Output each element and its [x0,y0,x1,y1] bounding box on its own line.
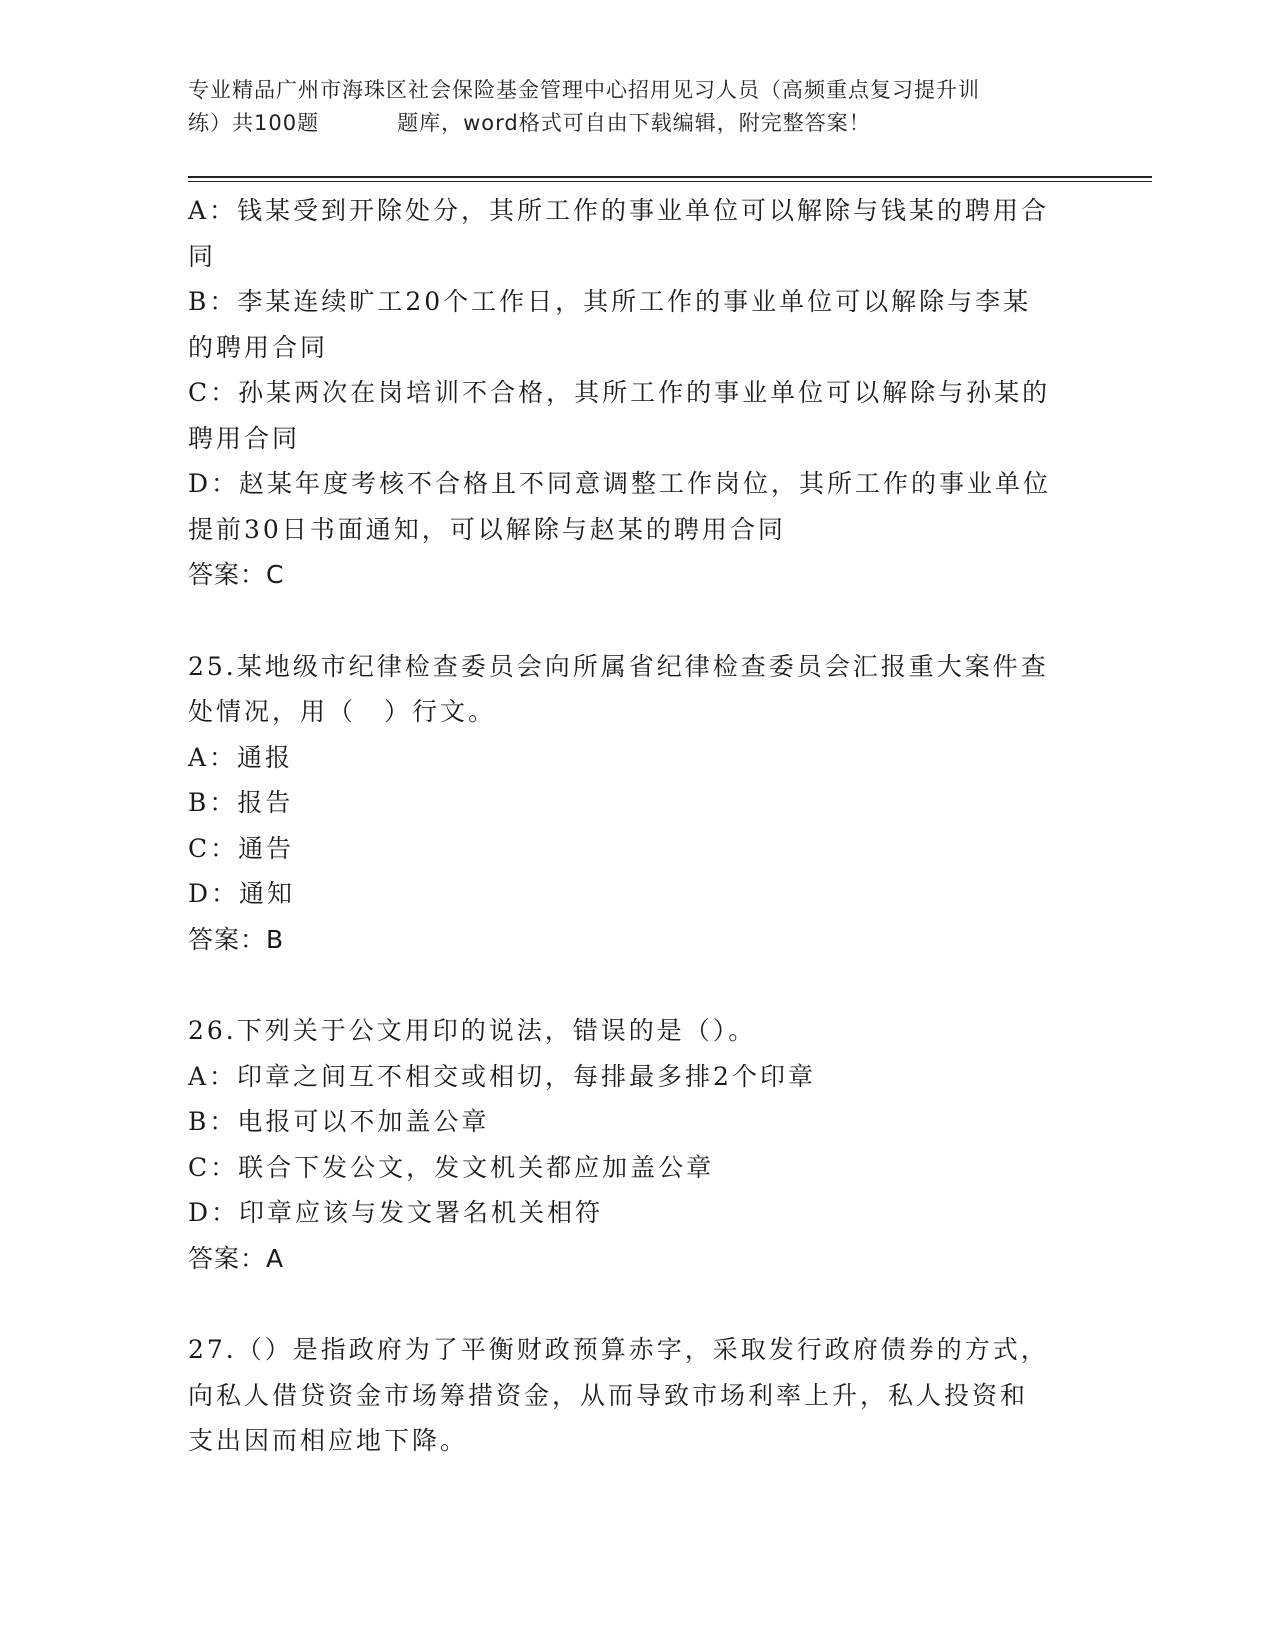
q25-answer: 答案：B [188,924,285,954]
question-26-block [188,1008,1088,1281]
q26-option-a: A：印章之间互不相交或相切，每排最多排2个印章 [188,1061,816,1091]
q24-answer: 答案：C [188,560,285,589]
q25-question-line-1: 25.某地级市纪律检查委员会向所属省纪律检查委员会汇报重大案件查 [188,651,1049,681]
header-line-1: 专业精品广州市海珠区社会保险基金管理中心招用见习人员（高频重点复习提升训 [188,78,980,102]
q25-option-b: B：报告 [188,788,294,817]
header-rule-thin [188,181,1152,182]
q24-option-b-line-1: B：李某连续旷工20个工作日，其所工作的事业单位可以解除与李某 [188,287,1032,316]
header-line-2-part-2: 题库，word格式可自由下载编辑，附完整答案！ [397,111,871,135]
q27-question-line-3: 支出因而相应地下降。 [188,1426,469,1455]
q25-option-a: A：通报 [188,742,294,772]
spacer [188,598,1088,644]
q24-option-c-line-2: 聘用合同 [188,423,301,453]
q24-option-a-line-2: 同 [188,241,217,271]
header-line-2 [188,107,1088,140]
question-27-block [188,1327,1088,1464]
q24-option-d-line-2: 提前30日书面通知，可以解除与赵某的聘用合同 [188,514,786,544]
q24-option-c-line-1: C：孙某两次在岗培训不合格，其所工作的事业单位可以解除与孙某的 [188,378,1051,407]
q24-option-d-line-1: D：赵某年度考核不合格且不同意调整工作岗位，其所工作的事业单位 [188,469,1052,498]
q27-question-line-2: 向私人借贷资金市场筹措资金，从而导致市场利率上升，私人投资和 [188,1380,1029,1410]
q25-option-d: D：通知 [188,879,296,908]
spacer [188,962,1088,1008]
spacer [188,1281,1088,1327]
q24-option-b-line-2: 的聘用合同 [188,332,329,362]
page-header [188,74,1088,140]
q26-question: 26.下列关于公文用印的说法，错误的是（）。 [188,1016,757,1045]
header-line-2-part-1: 练）共100题 [188,111,320,135]
q24-option-a-line-1: A：钱某受到开除处分，其所工作的事业单位可以解除与钱某的聘用合 [188,196,1050,225]
q25-option-c: C：通告 [188,833,295,863]
q26-option-b: B：电报可以不加盖公章 [188,1107,490,1136]
q26-answer: 答案：A [188,1243,285,1273]
document-body [188,188,1088,1464]
q27-question-line-1: 27.（）是指政府为了平衡财政预算赤字，采取发行政府债券的方式， [188,1335,1049,1364]
question-24-block [188,188,1088,598]
question-25-block [188,644,1088,963]
q26-option-d: D：印章应该与发文署名机关相符 [188,1198,604,1227]
q26-option-c: C：联合下发公文，发文机关都应加盖公章 [188,1152,715,1182]
header-rule-thick [188,176,1152,178]
q25-question-line-2: 处情况，用（ ）行文。 [188,697,497,726]
